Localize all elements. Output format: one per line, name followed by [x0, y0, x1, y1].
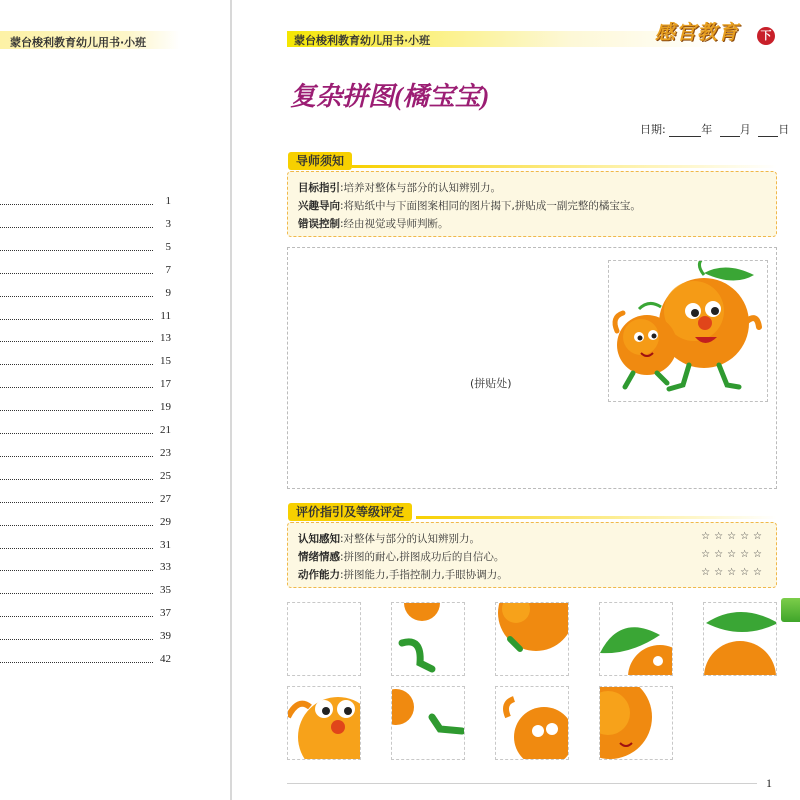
reference-image — [608, 260, 768, 402]
year-label: 年 — [701, 123, 713, 136]
toc-leader-dots — [0, 433, 153, 434]
piece-art — [288, 687, 361, 760]
toc-leader-dots — [0, 227, 153, 228]
date-line — [640, 121, 789, 137]
guide-line-2: 兴趣导向:将贴纸中与下面图案相同的图片揭下,拼贴成一副完整的橘宝宝。 — [298, 200, 641, 212]
toc-page-number: 42 — [160, 653, 171, 665]
toc-leader-dots — [0, 387, 153, 388]
page-number: 1 — [766, 776, 772, 790]
piece-art — [496, 687, 569, 760]
toc-page-number: 37 — [160, 607, 171, 620]
toc-row — [0, 264, 175, 278]
toc-row — [0, 584, 175, 598]
month-label: 月 — [739, 123, 751, 136]
puzzle-piece[interactable] — [703, 602, 777, 676]
footer-line — [287, 783, 757, 784]
puzzle-piece[interactable] — [287, 686, 361, 760]
date-label: 日期: — [640, 123, 666, 136]
toc-row — [0, 516, 175, 530]
toc-row — [0, 310, 175, 324]
piece-art — [704, 603, 777, 676]
year-blank[interactable] — [669, 126, 701, 137]
toc-page-number: 27 — [160, 492, 171, 505]
piece-art — [600, 687, 673, 760]
toc-page-number: 33 — [160, 561, 171, 574]
day-blank[interactable] — [758, 126, 778, 137]
eval-row-1-stars[interactable]: ☆☆☆☆☆ — [701, 531, 766, 542]
toc-page-number: 3 — [165, 217, 171, 230]
toc-leader-dots — [0, 410, 153, 411]
toc-row — [0, 401, 175, 415]
paste-area[interactable] — [287, 247, 777, 489]
toc-page-number: 7 — [165, 263, 171, 276]
toc-row — [0, 493, 175, 507]
toc-leader-dots — [0, 204, 153, 205]
toc-row — [0, 470, 175, 484]
toc-page-number: 15 — [160, 355, 171, 368]
puzzle-piece[interactable] — [599, 686, 673, 760]
evaluation-label: 评价指引及等级评定 — [288, 503, 412, 521]
toc-leader-dots — [0, 341, 153, 342]
guide-line-3: 错误控制:经由视觉或导师判断。 — [298, 218, 449, 230]
toc-leader-dots — [0, 525, 153, 526]
volume-badge: 下 — [757, 27, 775, 45]
toc-row — [0, 332, 175, 346]
puzzle-piece[interactable] — [599, 602, 673, 676]
piece-art — [392, 603, 465, 676]
puzzle-piece[interactable] — [287, 602, 361, 676]
toc-page-number: 35 — [160, 584, 171, 597]
eval-row-2: 情绪情感:拼图的耐心,拼图成功后的自信心。 — [298, 551, 505, 563]
left-page — [0, 0, 230, 800]
guide-divider — [352, 165, 777, 168]
toc-page-number: 25 — [160, 469, 171, 482]
toc-row — [0, 447, 175, 461]
toc-page-number: 21 — [160, 424, 171, 436]
puzzle-piece[interactable] — [391, 686, 465, 760]
toc-page-number: 39 — [160, 630, 171, 643]
puzzle-piece[interactable] — [391, 602, 465, 676]
toc-page-number: 1 — [165, 195, 171, 207]
toc-leader-dots — [0, 456, 153, 457]
toc-leader-dots — [0, 570, 153, 571]
toc-row — [0, 355, 175, 369]
toc-page-number: 17 — [160, 378, 171, 391]
toc-page-number: 11 — [160, 309, 171, 322]
day-label: 日 — [778, 123, 790, 136]
guide-line-1: 目标指引:培养对整体与部分的认知辨别力。 — [298, 182, 502, 194]
page-title: 复杂拼图(橘宝宝) — [290, 82, 490, 111]
toc-row — [0, 218, 175, 232]
toc-row — [0, 195, 175, 209]
book-spine — [230, 0, 232, 800]
header-series-text: 蒙台梭利教育幼儿用书·小班 — [294, 34, 431, 47]
eval-row-1: 认知感知:对整体与部分的认知辨别力。 — [298, 533, 481, 545]
eval-row-3-stars[interactable]: ☆☆☆☆☆ — [701, 567, 766, 578]
toc-page-number: 19 — [160, 401, 171, 414]
toc-leader-dots — [0, 548, 153, 549]
guide-box — [287, 171, 777, 237]
guide-label: 导师须知 — [288, 152, 352, 170]
brand-title: 感官教育 — [655, 22, 739, 44]
toc-row — [0, 241, 175, 255]
toc-row — [0, 630, 175, 644]
evaluation-divider — [416, 516, 777, 519]
evaluation-box — [287, 522, 777, 588]
toc-page-number: 5 — [165, 240, 171, 253]
toc-page-number: 9 — [165, 286, 171, 299]
left-header-text: 蒙台梭利教育幼儿用书·小班 — [10, 36, 147, 49]
toc-row — [0, 424, 175, 438]
toc-leader-dots — [0, 616, 153, 617]
toc-page-number: 13 — [160, 332, 171, 345]
toc-leader-dots — [0, 319, 153, 320]
piece-art — [496, 603, 569, 676]
toc-row — [0, 539, 175, 553]
piece-art — [392, 687, 465, 760]
toc-page-number: 23 — [160, 446, 171, 459]
toc-leader-dots — [0, 250, 153, 251]
toc-leader-dots — [0, 296, 153, 297]
toc-page-number: 29 — [160, 515, 171, 528]
sticker-tab[interactable] — [781, 598, 800, 622]
puzzle-piece[interactable] — [495, 602, 569, 676]
month-blank[interactable] — [720, 126, 740, 137]
paste-area-label: (拼贴处) — [470, 377, 512, 390]
toc-leader-dots — [0, 639, 153, 640]
eval-row-3: 动作能力:拼图能力,手指控制力,手眼协调力。 — [298, 569, 508, 581]
puzzle-piece[interactable] — [495, 686, 569, 760]
toc-leader-dots — [0, 593, 153, 594]
toc-row — [0, 378, 175, 392]
toc-row — [0, 561, 175, 575]
piece-art — [600, 603, 673, 676]
orange-babies-illustration — [609, 261, 767, 401]
toc-leader-dots — [0, 273, 153, 274]
toc-page-number: 31 — [160, 538, 171, 551]
toc-row — [0, 607, 175, 621]
eval-row-2-stars[interactable]: ☆☆☆☆☆ — [701, 549, 766, 560]
toc-leader-dots — [0, 364, 153, 365]
toc-leader-dots — [0, 662, 153, 663]
toc-row — [0, 653, 175, 667]
toc-row — [0, 287, 175, 301]
toc-leader-dots — [0, 502, 153, 503]
toc-leader-dots — [0, 479, 153, 480]
